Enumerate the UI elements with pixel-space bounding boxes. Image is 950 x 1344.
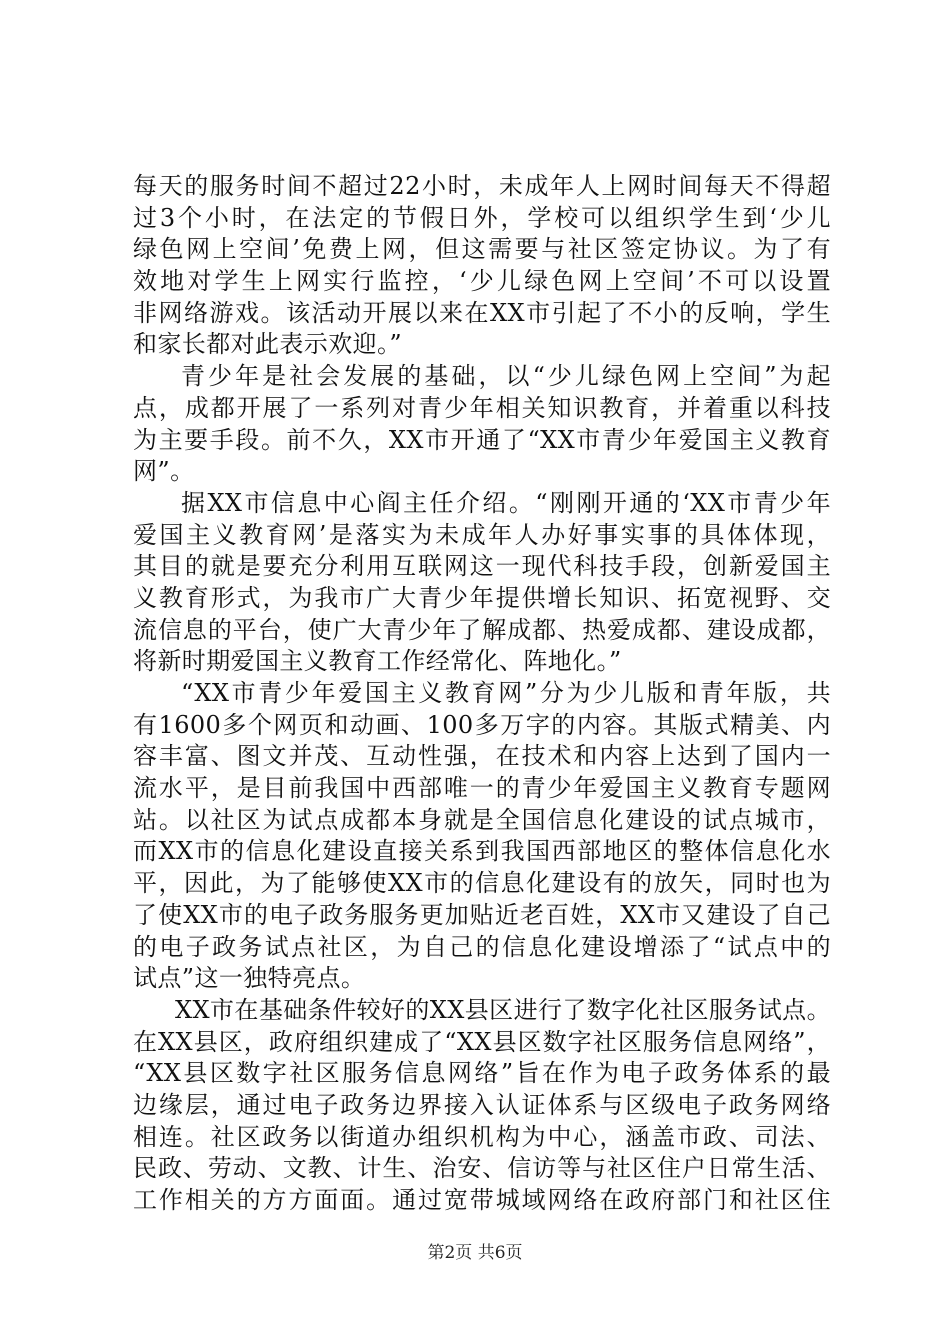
text-line: 流信息的平台，使广大青少年了解成都、热爱成都、建设成都， bbox=[133, 615, 831, 644]
text-line: 其目的就是要充分利用互联网这一现代科技手段，创新爱国主 bbox=[133, 552, 831, 581]
text-line: 边缘层，通过电子政务边界接入认证体系与区级电子政务网络 bbox=[133, 1090, 831, 1119]
text-line: 了使XX市的电子政务服务更加贴近老百姓，XX市又建设了自己 bbox=[133, 900, 831, 929]
page-footer: 第2页 共6页 bbox=[427, 1243, 523, 1263]
text-line: 每天的服务时间不超过22小时，未成年人上网时间每天不得超 bbox=[133, 172, 831, 200]
text-line: 过3个小时，在法定的节假日外，学校可以组织学生到‘少儿 bbox=[133, 203, 831, 232]
text-line: 效地对学生上网实行监控，‘少儿绿色网上空间’不可以设置 bbox=[133, 267, 831, 296]
text-line: 而XX市的信息化建设直接关系到我国西部地区的整体信息化水 bbox=[133, 837, 831, 866]
text-line: 平，因此，为了能够使XX市的信息化建设有的放矢，同时也为 bbox=[133, 869, 831, 898]
text-line: 青少年是社会发展的基础，以“少儿绿色网上空间”为起 bbox=[181, 362, 831, 391]
text-line: 有1600多个网页和动画、100多万字的内容。其版式精美、内 bbox=[133, 710, 831, 739]
text-line: 绿色网上空间’免费上网，但这需要与社区签定协议。为了有 bbox=[133, 235, 831, 264]
text-line: 非网络游戏。该活动开展以来在XX市引起了不小的反响，学生 bbox=[133, 298, 831, 327]
text-line: 在XX县区，政府组织建成了“XX县区数字社区服务信息网络”， bbox=[133, 1027, 831, 1056]
text-line: 和家长都对此表示欢迎。” bbox=[133, 330, 403, 359]
body-text bbox=[133, 171, 831, 1217]
text-line: 为主要手段。前不久，XX市开通了“XX市青少年爱国主义教育 bbox=[133, 425, 831, 454]
text-line: 据XX市信息中心阎主任介绍。“刚刚开通的‘XX市青少年 bbox=[181, 488, 831, 517]
text-line: XX市在基础条件较好的XX县区进行了数字化社区服务试点。 bbox=[175, 995, 831, 1024]
text-line: 网”。 bbox=[133, 457, 195, 486]
text-line: 工作相关的方方面面。通过宽带城域网络在政府部门和社区住 bbox=[133, 1186, 831, 1214]
text-line: 爱国主义教育网’是落实为未成年人办好事实事的具体体现， bbox=[133, 520, 831, 549]
text-line: 点，成都开展了一系列对青少年相关知识教育，并着重以科技 bbox=[133, 393, 831, 422]
text-line: 流水平，是目前我国中西部唯一的青少年爱国主义教育专题网 bbox=[133, 774, 831, 803]
text-line: 相连。社区政务以街道办组织机构为中心，涵盖市政、司法、 bbox=[133, 1122, 831, 1151]
text-line: 试点”这一独特亮点。 bbox=[133, 964, 366, 993]
text-line: 容丰富、图文并茂、互动性强，在技术和内容上达到了国内一 bbox=[133, 742, 831, 771]
text-line: “XX市青少年爱国主义教育网”分为少儿版和青年版，共 bbox=[181, 679, 831, 707]
text-line: 的电子政务试点社区，为自己的信息化建设增添了“试点中的 bbox=[133, 932, 831, 961]
text-line: 站。以社区为试点成都本身就是全国信息化建设的试点城市， bbox=[133, 805, 831, 834]
text-line: “XX县区数字社区服务信息网络”旨在作为电子政务体系的最 bbox=[133, 1059, 831, 1088]
text-line: 民政、劳动、文教、计生、治安、信访等与社区住户日常生活、 bbox=[133, 1154, 831, 1183]
text-line: 将新时期爱国主义教育工作经常化、阵地化。” bbox=[133, 647, 622, 676]
text-line: 义教育形式，为我市广大青少年提供增长知识、拓宽视野、交 bbox=[133, 583, 831, 612]
